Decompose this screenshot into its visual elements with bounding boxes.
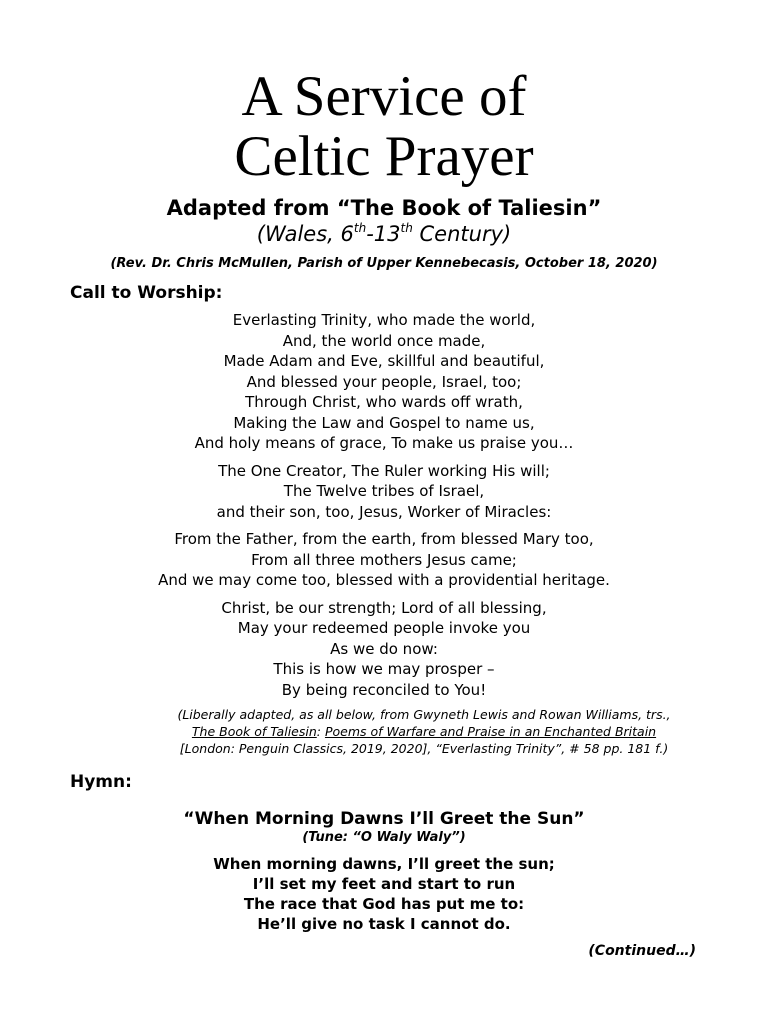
hymn-line: The race that God has put me to: [243, 895, 525, 913]
verse-line: And we may come too, blessed with a providential heritage. [158, 571, 610, 589]
continued-note: (Continued…) [588, 943, 696, 959]
verse-line: As we do now: [330, 639, 438, 658]
hymn-heading: Hymn: [70, 772, 132, 792]
page-title [0, 0, 768, 187]
era-suffix: Century) [412, 222, 512, 246]
call-to-worship-heading: Call to Worship: [70, 283, 223, 303]
era-line [0, 221, 768, 247]
verse-line: Making the Law and Gospel to name us, [233, 413, 535, 432]
verse-line: By being reconciled to You! [281, 680, 487, 699]
title-line-1: A Service of [241, 65, 527, 128]
verse-line: Through Christ, who wards off wrath, [245, 393, 523, 411]
stanza-3 [0, 529, 768, 591]
verse-line: And, the world once made, [282, 331, 486, 350]
era-mid: -13 [366, 222, 401, 246]
hymn-title: “When Morning Dawns I’ll Greet the Sun” [183, 809, 585, 829]
verse-line: Christ, be our strength; Lord of all blessing, [221, 598, 547, 617]
hymn-tune: (Tune: “O Waly Waly”) [302, 830, 466, 845]
verse-line: This is how we may prosper – [273, 660, 495, 678]
call-to-worship-body [0, 310, 768, 700]
stanza-1 [0, 310, 768, 454]
citation-line-3: [London: Penguin Classics, 2019, 2020], “Everlasting Trinity”, # 58 pp. 181 f.) [179, 741, 669, 756]
citation-book-subtitle: Poems of Warfare and Praise in an Enchanted Britain [324, 724, 657, 739]
verse-line: And holy means of grace, To make us praise you… [194, 434, 574, 452]
era-sup-2: th [400, 221, 413, 235]
verse-line: Made Adam and Eve, skillful and beautiful, [223, 352, 545, 370]
verse-line: From the Father, from the earth, from blessed Mary too, [174, 530, 594, 548]
stanza-2 [0, 461, 768, 523]
title-line-2: Celtic Prayer [234, 125, 534, 188]
verse-line: May your redeemed people invoke you [237, 619, 531, 637]
verse-line: The One Creator, The Ruler working His will; [218, 461, 550, 480]
hymn-verse [0, 854, 768, 934]
subtitle: Adapted from “The Book of Taliesin” [166, 196, 602, 220]
hymn-line: I’ll set my feet and start to run [252, 875, 516, 893]
verse-line: And blessed your people, Israel, too; [246, 372, 522, 391]
verse-line: Everlasting Trinity, who made the world, [232, 311, 536, 329]
hymn-line: When morning dawns, I’ll greet the sun; [213, 855, 555, 873]
verse-line: From all three mothers Jesus came; [251, 550, 517, 569]
citation-book-title: The Book of Taliesin [191, 724, 317, 739]
citation-line-1: (Liberally adapted, as all below, from Gwyneth Lewis and Rowan Williams, trs., [177, 707, 671, 722]
citation [80, 706, 768, 757]
hymn-line: He’ll give no task I cannot do. [257, 915, 511, 933]
era-prefix: (Wales, 6 [256, 222, 354, 246]
verse-line: The Twelve tribes of Israel, [283, 482, 485, 500]
stanza-4 [0, 598, 768, 701]
era-sup-1: th [353, 221, 367, 235]
verse-line: and their son, too, Jesus, Worker of Miracles: [216, 502, 552, 521]
citation-line-2 [80, 723, 768, 740]
credit-line: (Rev. Dr. Chris McMullen, Parish of Upper Kennebecasis, October 18, 2020) [110, 256, 658, 271]
citation-sep: : [316, 724, 325, 739]
